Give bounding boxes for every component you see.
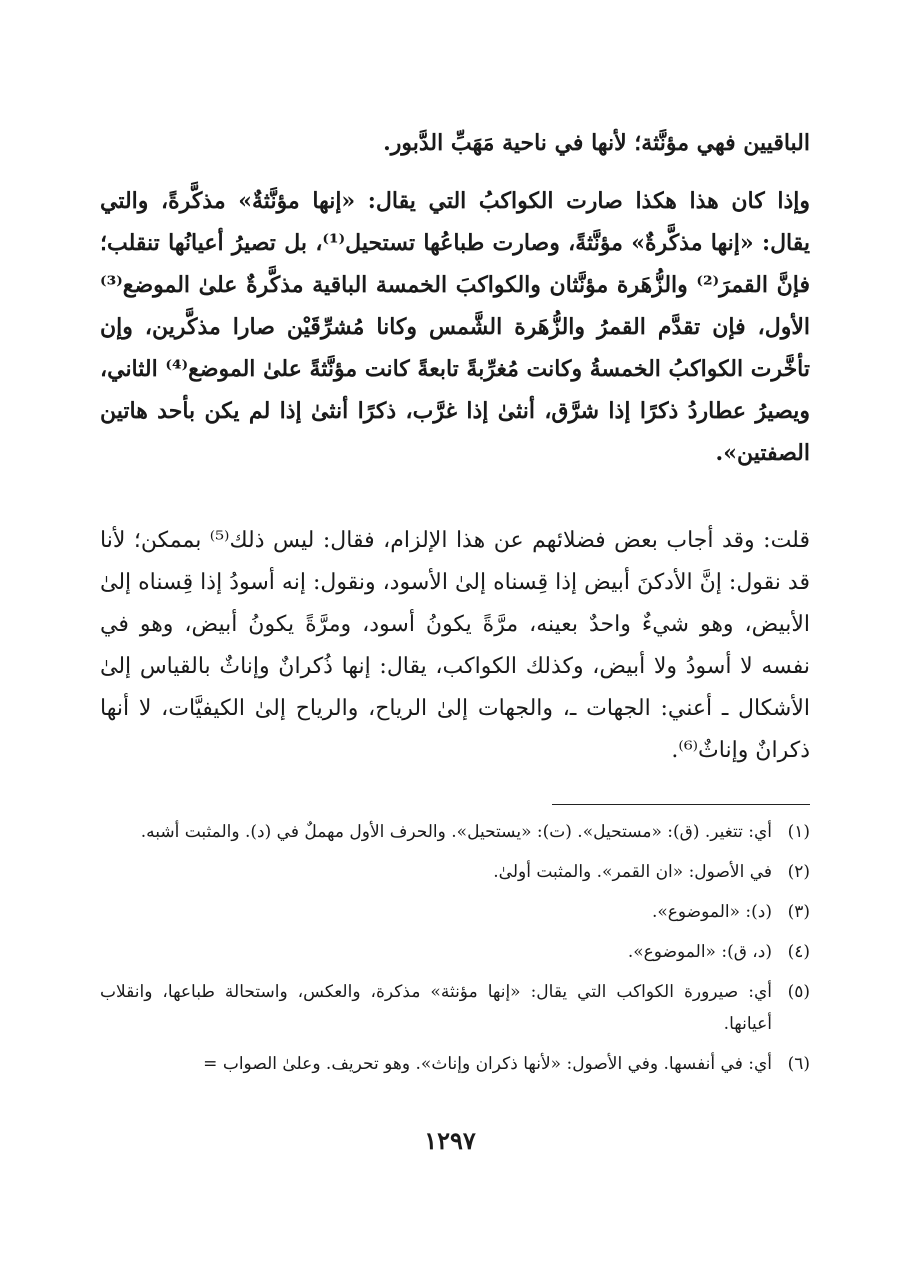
footnote-text: أي: في أنفسها. وفي الأصول: «لأنها ذكران وإناث». وهو تحريف. وعلىٰ الصواب = (203, 1054, 772, 1074)
footnote-5 (100, 976, 810, 1040)
footnote-text: أي: تتغير. (ق): «مستحيل». (ت): «يستحيل». والحرف الأول مهملٌ في (د). والمثبت أشبه. (140, 822, 772, 842)
footnote-text: (د، ق): «الموضوع». (627, 942, 772, 962)
page-number: ١٢٩٧ (424, 1126, 476, 1155)
footnote-number: (٤) (787, 942, 810, 962)
paragraph-2-text: وإذا كان هذا هكذا صارت الكواكبُ التي يقال: «إنها مؤنَّثةٌ» مذكَّرةً، والتي يقال: «إنها مذكَّرةٌ» مؤنَّثةً، وصارت طباعُها تستحيل⁽¹⁾، بل تصيرُ أعيانُها تنقلب؛ فإنَّ القمرَ⁽²⁾ والزُّهَرة مؤنَّثان والكواكبَ الخمسة الباقية مذكَّرةٌ علىٰ الموضع⁽³⁾ الأول، فإن تقدَّم القمرُ والزُّهَرة الشَّمس وكانا مُشرِّقَيْن صارا مذكَّرين، وإن تأخَّرت الكواكبُ الخمسةُ وكانت مُغرِّبةً تابعةً كانت مؤنَّثةً علىٰ الموضع⁽⁴⁾ الثاني، ويصيرُ عطاردُ ذكرًا إذا شرَّق، أنثىٰ إذا غرَّب، ذكرًا أنثىٰ إذا لم يكن بأحد هاتين الصفتين». (100, 188, 811, 466)
footnote-text: في الأصول: «ان القمر». والمثبت أولىٰ. (493, 862, 772, 882)
footnote-1 (100, 816, 810, 848)
footnote-number: (٥) (787, 982, 810, 1002)
footnote-6 (100, 1048, 810, 1080)
footnote-number: (١) (787, 822, 810, 842)
footnote-number: (٣) (787, 902, 810, 922)
paragraph-2 (100, 180, 810, 474)
footnote-separator (552, 804, 810, 805)
footnote-number: (٢) (787, 862, 810, 882)
footnote-number: (٦) (787, 1054, 810, 1074)
footnotes (100, 816, 810, 1088)
footnote-3 (100, 896, 810, 928)
footnote-2 (100, 856, 810, 888)
paragraph-3-text: قلت: وقد أجاب بعض فضلائهم عن هذا الإلزام، فقال: ليس ذلك⁽⁵⁾ بممكن؛ لأنا قد نقول: إنَّ الأدكنَ أبيض إذا قِسناه إلىٰ الأسود، ونقول: إنه أسودُ إذا قِسناه إلىٰ الأبيض، وهو شيءٌ واحدٌ بعينه، مرَّةً يكونُ أسود، ومرَّةً يكونُ أبيض، وهو في نفسه لا أسودُ ولا أبيض، وكذلك الكواكب، يقال: إنها ذُكرانٌ وإناثٌ بالقياس إلىٰ الأشكال ـ أعني: الجهات ـ، والجهات إلىٰ الرياح، والرياح إلىٰ الكيفيَّات، لا أنها ذكرانٌ وإناثٌ⁽⁶⁾. (100, 528, 810, 763)
paragraph-1-text: الباقيين فهي مؤنَّثة؛ لأنها في ناحية مَهَبِّ الدَّبور. (383, 130, 810, 156)
footnote-text: (د): «الموضوع». (651, 902, 772, 922)
paragraph-3 (100, 520, 810, 772)
footnote-text: أي: صيرورة الكواكب التي يقال: «إنها مؤنثة» مذكرة، والعكس، واستحالة طباعها، وانقلاب أعيانها. (100, 982, 772, 1034)
paragraph-1 (100, 122, 810, 164)
footnote-4 (100, 936, 810, 968)
